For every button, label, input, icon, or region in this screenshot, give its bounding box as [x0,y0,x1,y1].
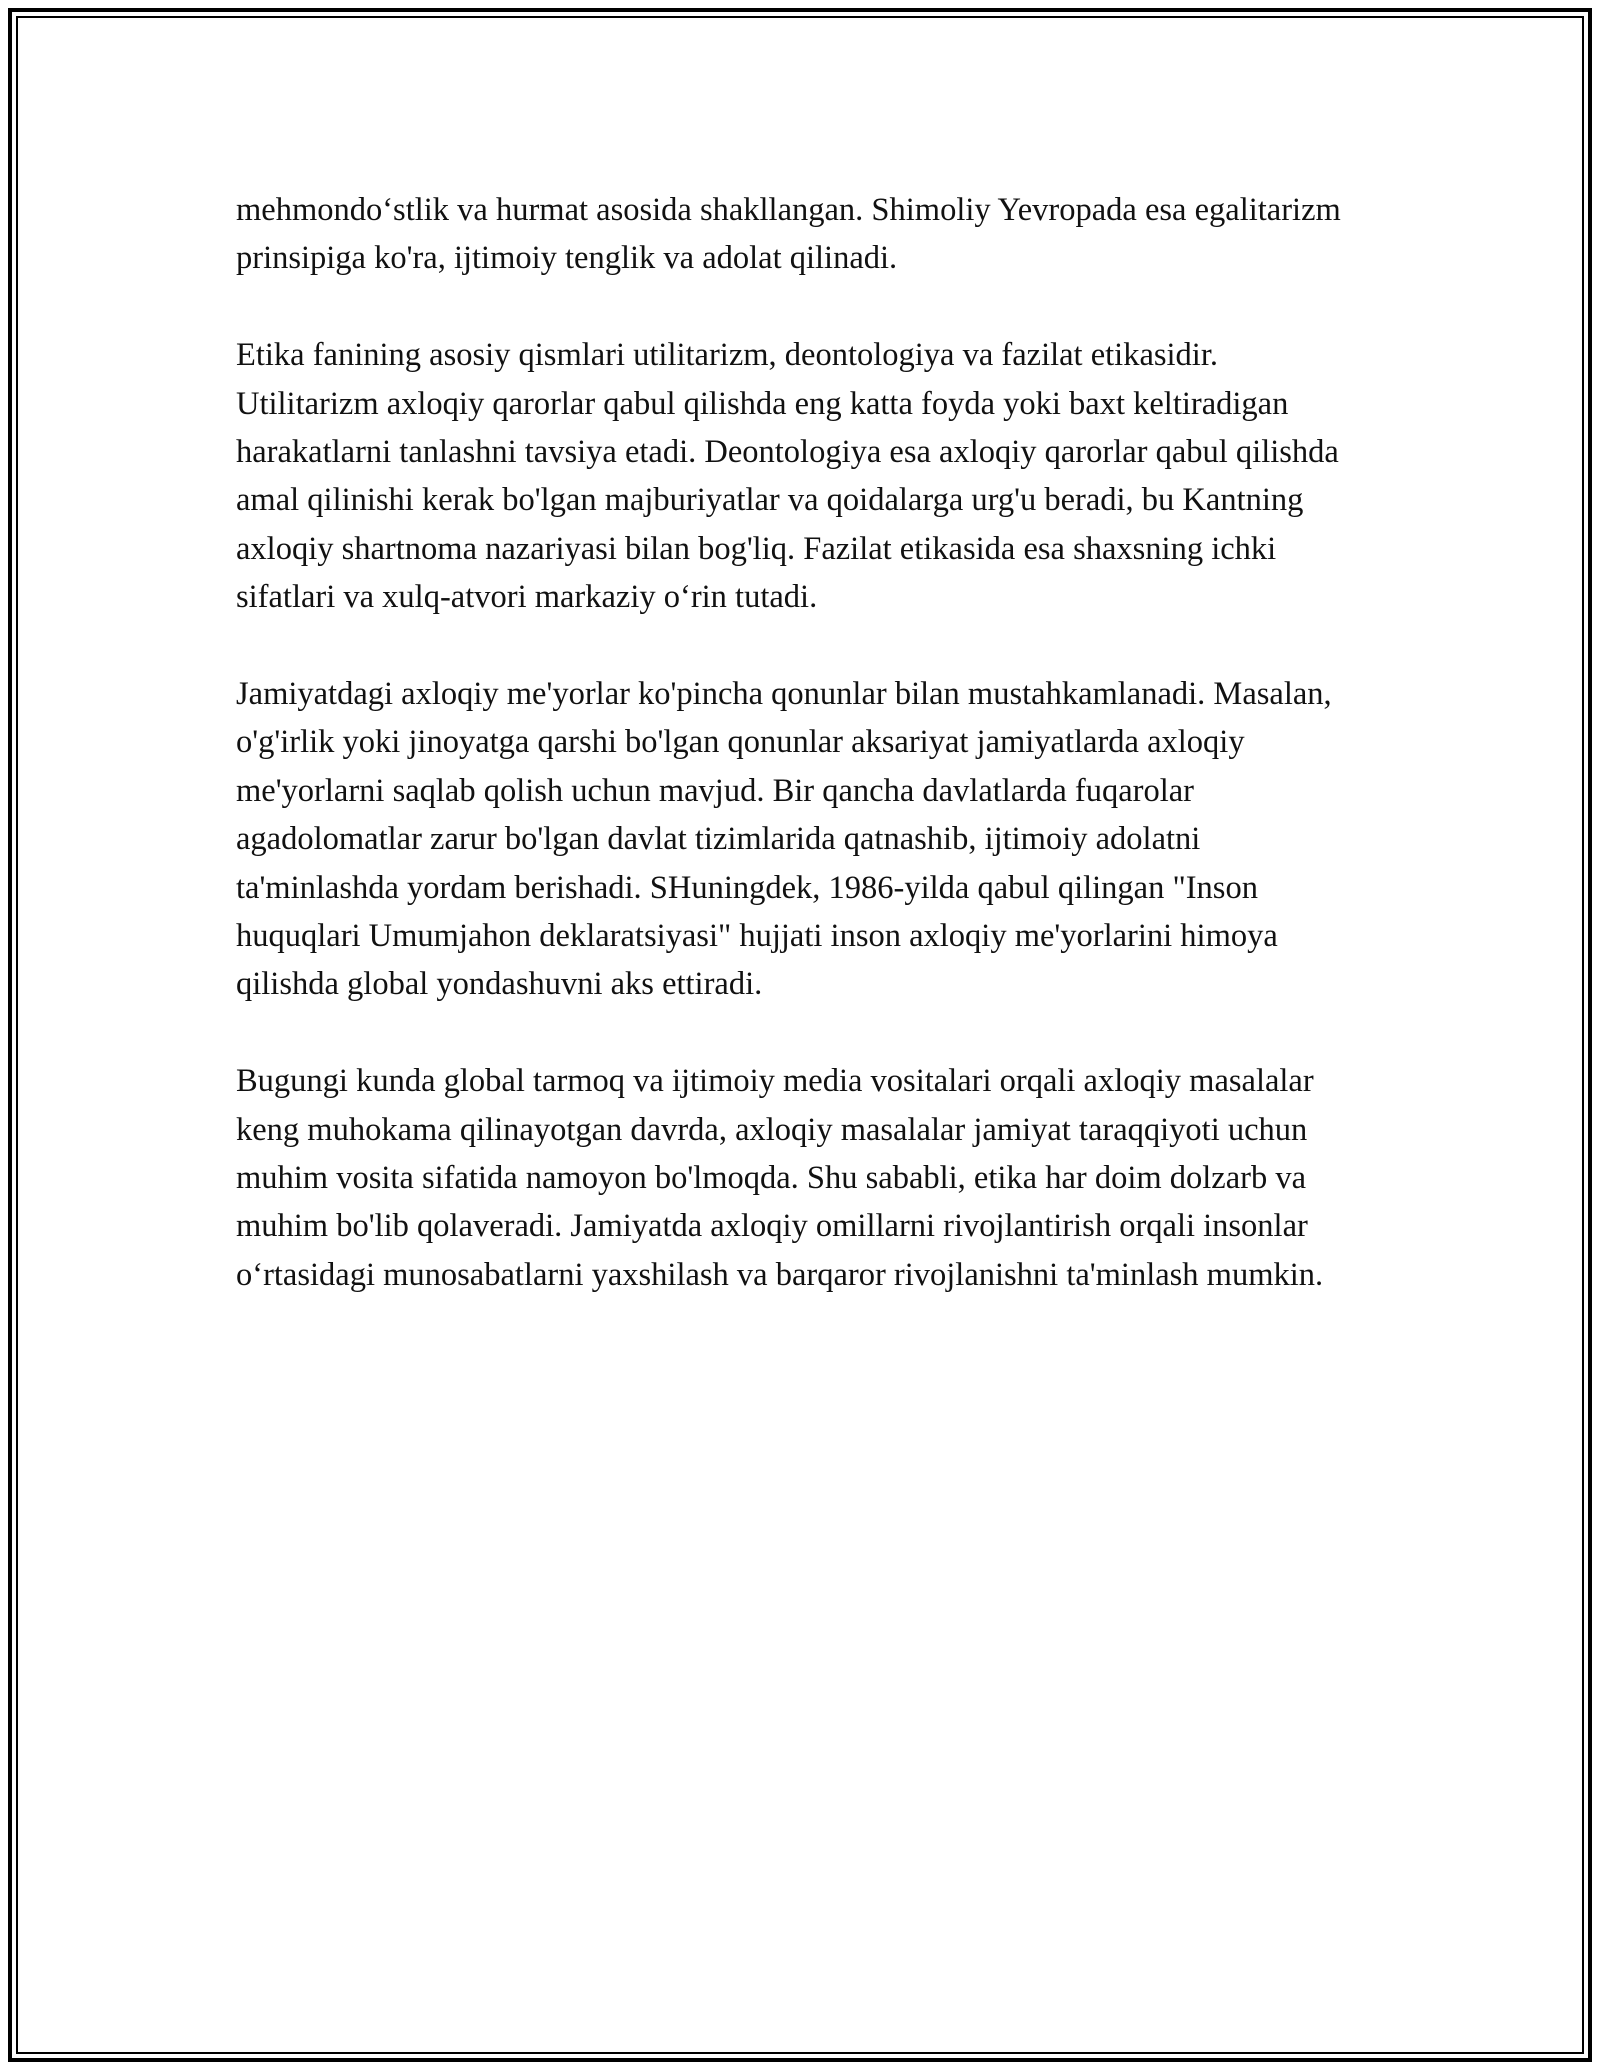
paragraph-2: Etika fanining asosiy qismlari utilitarizm, deontologiya va fazilat etikasidir. Utilitarizm axloqiy qarorlar qabul qilishda eng katta foyda yoki baxt keltiradigan harakatlarni tanlashni tavsiya etadi. Deontologiya esa axloqiy qarorlar qabul qilishda amal qilinishi kerak bo'lgan majburiyatlar va qoidalarga urg'u beradi, bu Kantning axloqiy shartnoma nazariyasi bilan bog'liq. Fazilat etikasida esa shaxsning ichki sifatlari va xulq-atvori markaziy o‘rin tutadi. [236,337,1339,616]
paragraph-3: Jamiyatdagi axloqiy me'yorlar ko'pincha qonunlar bilan mustahkamlanadi. Masalan, o'g'irlik yoki jinoyatga qarshi bo'lgan qonunlar aksariyat jamiyatlarda axloqiy me'yorlarni saqlab qolish uchun mavjud. Bir qancha davlatlarda fuqarolar agadolomatlar zarur bo'lgan davlat tizimlarida qatnashib, ijtimoiy adolatni ta'minlashda yordam berishadi. SHuningdek, 1986-yilda qabul qilingan "Inson huquqlari Umumjahon deklaratsiyasi" hujjati inson axloqiy me'yorlarini himoya qilishda global yondashuvni aks ettiradi. [236,676,1332,1003]
paragraph-1: mehmondo‘stlik va hurmat asosida shakllangan. Shimoliy Yevropada esa egalitarizm prinsipiga ko'ra, ijtimoiy tenglik va adolat qilinadi. [236,192,1341,277]
document-body [236,186,1366,1299]
paragraph-4: Bugungi kunda global tarmoq va ijtimoiy media vositalari orqali axloqiy masalalar keng muhokama qilinayotgan davrda, axloqiy masalalar jamiyat taraqqiyoti uchun muhim vosita sifatida namoyon bo'lmoqda. Shu sababli, etika har doim dolzarb va muhim bo'lib qolaveradi. Jamiyatda axloqiy omillarni rivojlantirish orqali insonlar o‘rtasidagi munosabatlarni yaxshilash va barqaror rivojlanishni ta'minlash mumkin. [236,1063,1324,1293]
